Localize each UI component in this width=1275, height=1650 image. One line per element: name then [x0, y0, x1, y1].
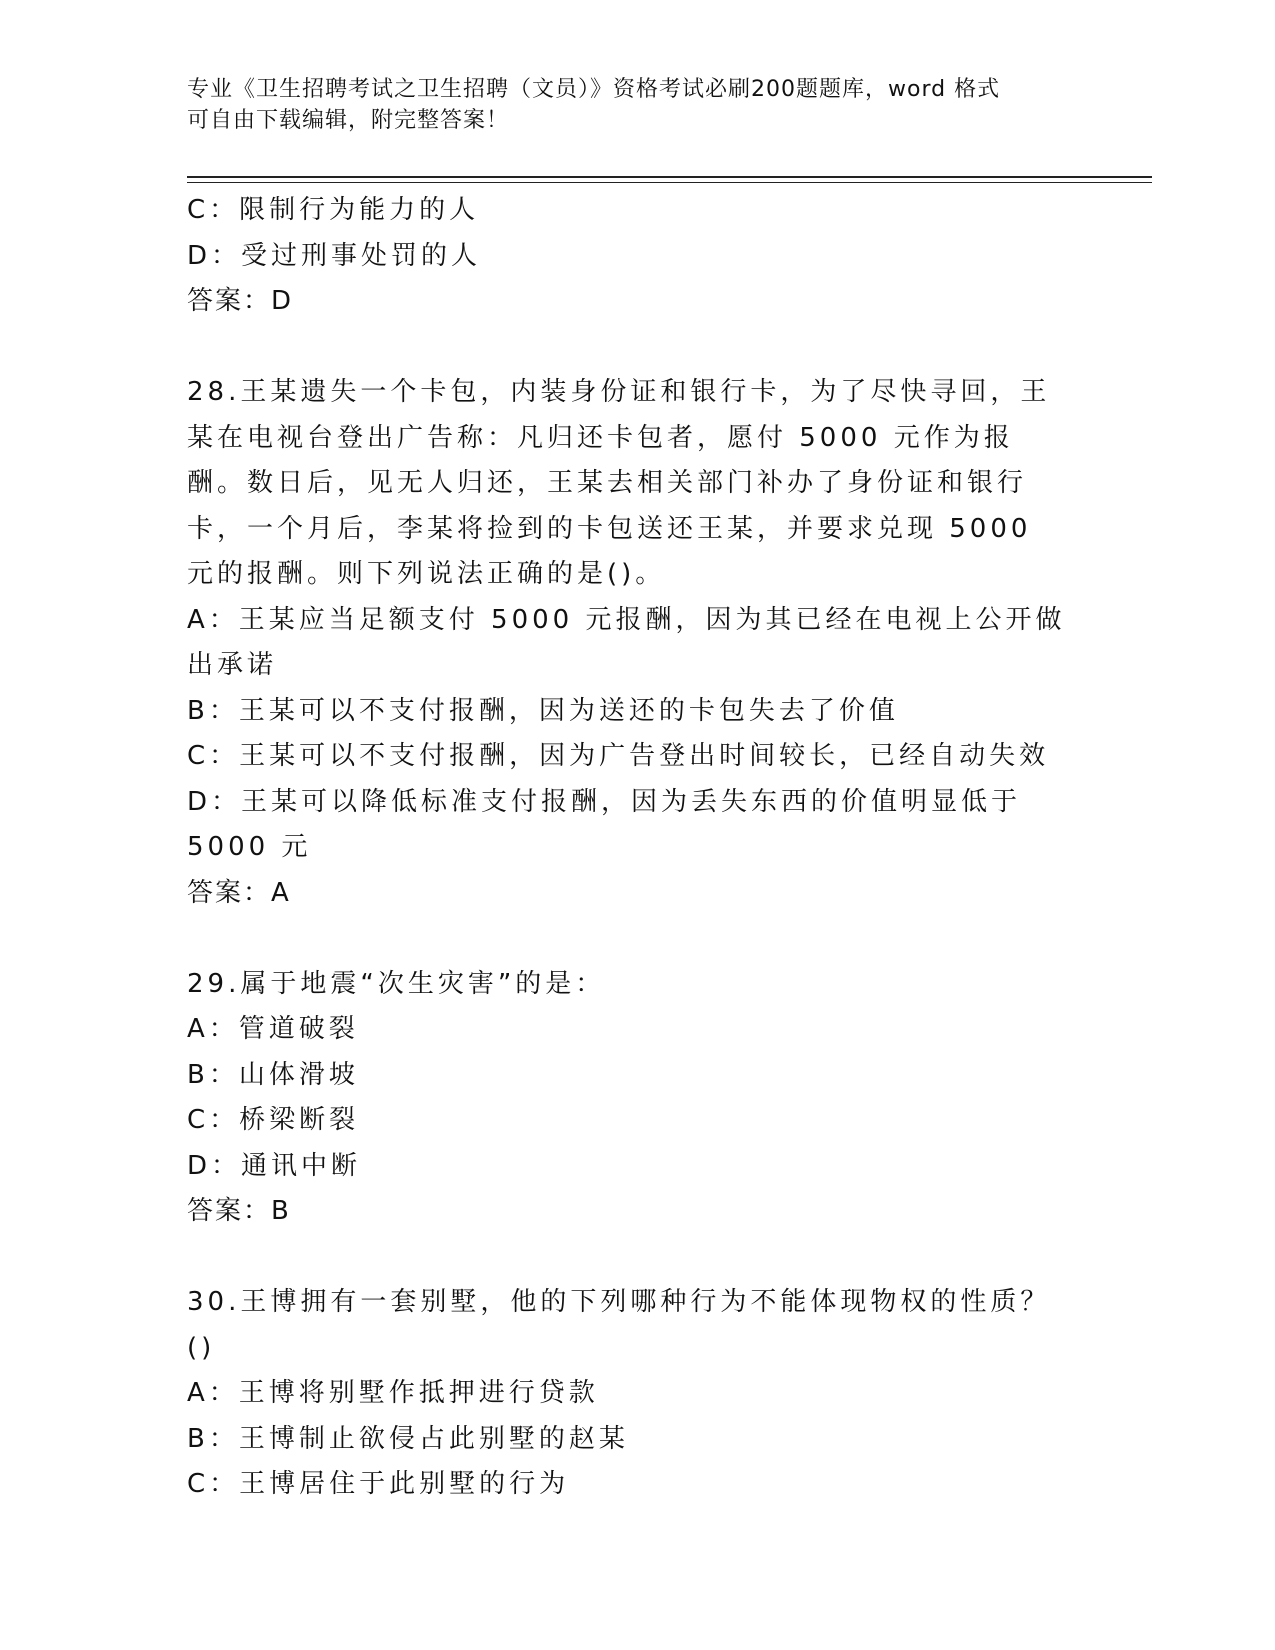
header-divider-thin: [187, 182, 1152, 183]
question-block-29: [187, 962, 1072, 1235]
option-d: D：通讯中断: [187, 1150, 362, 1181]
option-c: C：桥梁断裂: [187, 1105, 360, 1135]
question-stem: 30.王博拥有一套别墅，他的下列哪种行为不能体现物权的性质？(): [187, 1287, 1051, 1363]
option-a: A：王博将别墅作抵押进行贷款: [187, 1378, 599, 1408]
option-a: A：王某应当足额支付 5000 元报酬，因为其已经在电视上公开做出承诺: [187, 604, 1066, 680]
answer-line: 答案：D: [187, 286, 294, 316]
option-c: C：王博居住于此别墅的行为: [187, 1469, 570, 1499]
question-block-30: [187, 1280, 1072, 1508]
option-d: D：受过刑事处罚的人: [187, 240, 482, 271]
option-b: B：王博制止欲侵占此别墅的赵某: [187, 1423, 629, 1454]
option-a: A：管道破裂: [187, 1014, 359, 1044]
answer-line: 答案：A: [187, 877, 291, 908]
option-d: D：王某可以降低标准支付报酬，因为丢失东西的价值明显低于 5000 元: [187, 786, 1022, 862]
question-block-28: [187, 370, 1072, 916]
header-divider-thick: [187, 176, 1152, 178]
option-c: C：限制行为能力的人: [187, 195, 480, 225]
document-body: [187, 188, 1072, 1508]
option-b: B：王某可以不支付报酬，因为送还的卡包失去了价值: [187, 695, 899, 726]
question-stem: 28.王某遗失一个卡包，内装身份证和银行卡，为了尽快寻回，王某在电视台登出广告称：凡归还卡包者，愿付 5000 元作为报酬。数日后，见无人归还，王某去相关部门补办了身份证和银行卡，一个月后，李某将捡到的卡包送还王某，并要求兑现 5000 元的报酬。则下列说法正确的是()。: [187, 377, 1051, 589]
question-block-27: [187, 188, 1072, 325]
header-line-2: 可自由下载编辑，附完整答案！: [187, 108, 510, 133]
option-b: B：山体滑坡: [187, 1059, 359, 1090]
document-header: [187, 74, 1067, 136]
option-c: C：王某可以不支付报酬，因为广告登出时间较长，已经自动失效: [187, 741, 1050, 771]
header-line-1: 专业《卫生招聘考试之卫生招聘（文员）》资格考试必刷200题题库，word 格式: [187, 77, 1001, 102]
question-stem: 29.属于地震“次生灾害”的是：: [187, 968, 606, 999]
answer-line: 答案：B: [187, 1196, 291, 1226]
